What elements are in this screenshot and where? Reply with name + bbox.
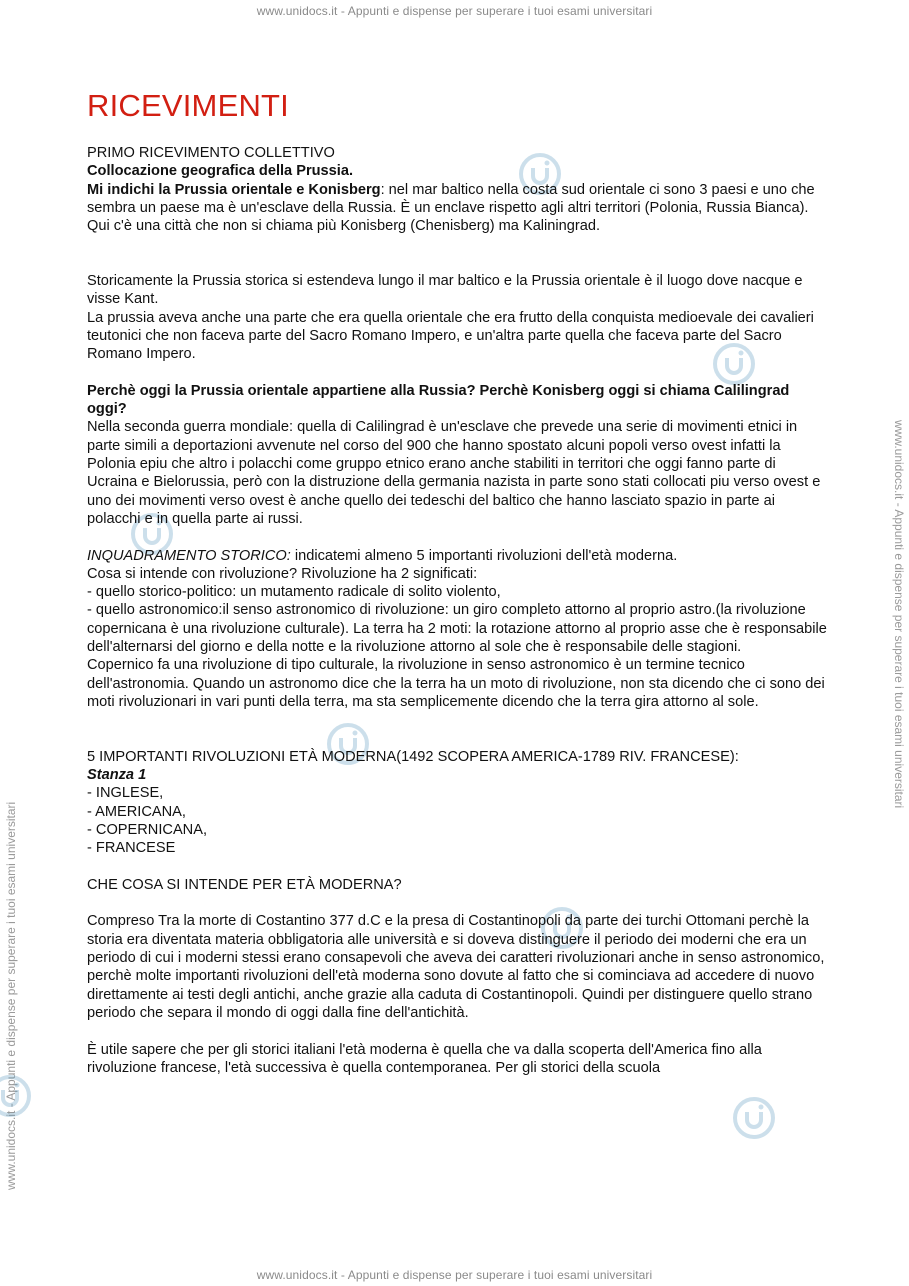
paragraph: Nella seconda guerra mondiale: quella di Calilingrad è un'esclave che prevede una serie di movimenti etnici in parte simili a deportazioni avvenute nel corso del 900 che hanno spostato alcuni popoli verso ovest infatti la Polonia epiu che altro i polacchi come gruppo etnico erano anche stabiliti in territori che oggi fanno parte di Ucraina e Bielorussia, però con la distruzione della germania nazista in parte sono stati collocati piu verso ovest e uno dei movimenti verso ovest è anche quello dei tedeschi del baltico che hanno lasciato spazio in parte ai polacchi e in quella parte ai russi. <box>87 419 821 527</box>
list-item: - COPERNICANA, <box>87 821 208 838</box>
unidocs-logo-icon <box>730 1094 778 1142</box>
answer-text: : nel mar baltico nella costa sud orientale ci sono 3 paesi e uno che sembra un paese ma è un'esclave della Russia. È un enclave rispetto agli altri territori (Polonia, Russia Bianca). Qui c'è una città che non si chiama più Konisberg (Chenisberg) ma Kaliningrad. <box>87 181 815 235</box>
stanza-label: Stanza 1 <box>87 767 147 784</box>
section-subheading: Collocazione geografica della Prussia. <box>87 163 354 180</box>
section-heading: 5 IMPORTANTI RIVOLUZIONI ETÀ MODERNA(1492 SCOPERA AMERICA-1789 RIV. FRANCESE): <box>87 748 739 765</box>
paragraph <box>87 181 827 236</box>
paragraph: È utile sapere che per gli storici italiani l'età moderna è quella che va dalla scoperta dell'America fino alla rivoluzione francese, l'età successiva è quella contemporanea. Per gli storici della scuola <box>87 1041 762 1076</box>
document-page <box>87 86 827 1077</box>
footer-banner: www.unidocs.it - Appunti e dispense per superare i tuoi esami universitari <box>256 1268 653 1282</box>
list-item: - FRANCESE <box>87 840 176 857</box>
intro-text: indicatemi almeno 5 importanti rivoluzioni dell'età moderna. <box>290 547 678 564</box>
question-bold: Mi indichi la Prussia orientale e Konisberg <box>87 181 381 198</box>
paragraph: Storicamente la Prussia storica si estendeva lungo il mar baltico e la Prussia orientale è il luogo dove nacque e visse Kant. <box>87 273 803 308</box>
paragraph: La prussia aveva anche una parte che era quella orientale che era frutto della conquista medioevale dei cavalieri teutonici che non faceva parte del Sacro Romano Impero, e un'altra parte quella che faceva parte del Sacro Romano Impero. <box>87 309 814 363</box>
page-title: RICEVIMENTI <box>87 88 289 123</box>
question-heading: Perchè oggi la Prussia orientale appartiene alla Russia? Perchè Konisberg oggi si chiama Calilingrad oggi? <box>87 382 790 418</box>
header-banner: www.unidocs.it - Appunti e dispense per superare i tuoi esami universitari <box>256 4 653 18</box>
side-banner-right: www.unidocs.it - Appunti e dispense per superare i tuoi esami universitari <box>892 420 906 809</box>
paragraph: Compreso Tra la morte di Costantino 377 d.C e la presa di Costantinopoli da parte dei turchi Ottomani perchè la storia era diventata materia obbligatoria alle università e si doveva distinguere il periodo dei moderni che era un periodo di cui i moderni stessi erano consapevoli che aveva dei caratteri rivoluzionari anche in senso astronomico, perchè molte importanti rivoluzioni dell'età moderna sono dovute al fatto che si cominciava ad accedere di nuovo direttamente ai testi degli antichi, anche grazie alla caduta di Costantinopoli. Quindi per distinguere quello strano periodo che separa il mondo di oggi dalla fine dell'antichità. <box>87 913 825 1021</box>
list-item: - INGLESE, <box>87 785 164 802</box>
intro-italic: INQUADRAMENTO STORICO: <box>87 547 291 564</box>
paragraph <box>87 547 827 565</box>
paragraph: Cosa si intende con rivoluzione? Rivoluzione ha 2 significati: <box>87 565 478 582</box>
question-heading: CHE COSA SI INTENDE PER ETÀ MODERNA? <box>87 876 402 893</box>
paragraph: Copernico fa una rivoluzione di tipo culturale, la rivoluzione in senso astronomico è un termine tecnico dell'astronomia. Quando un astronomo dice che la terra ha un moto di rivoluzione, non sta dicendo che ci sono dei moti rivoluzionari in vari punti della terra, ma sta semplicemente dicendo che la terra gira attorno al sole. <box>87 657 825 710</box>
list-item: - quello storico-politico: un mutamento radicale di solito violento, <box>87 584 501 601</box>
list-item: - AMERICANA, <box>87 803 186 820</box>
side-banner-left: www.unidocs.it - Appunti e dispense per superare i tuoi esami universitari <box>4 801 18 1190</box>
list-item: - quello astronomico:il senso astronomico di rivoluzione: un giro completo attorno al proprio astro.(la rivoluzione copernicana è una rivoluzione culturale). La terra ha 2 moti: la rotazione attorno al proprio asse che è responsabile dell'alternarsi del giorno e della notte e la rivoluzione attorno al sole che è responsabile delle stagioni. <box>87 602 827 656</box>
section-heading: PRIMO RICEVIMENTO COLLETTIVO <box>87 145 335 161</box>
